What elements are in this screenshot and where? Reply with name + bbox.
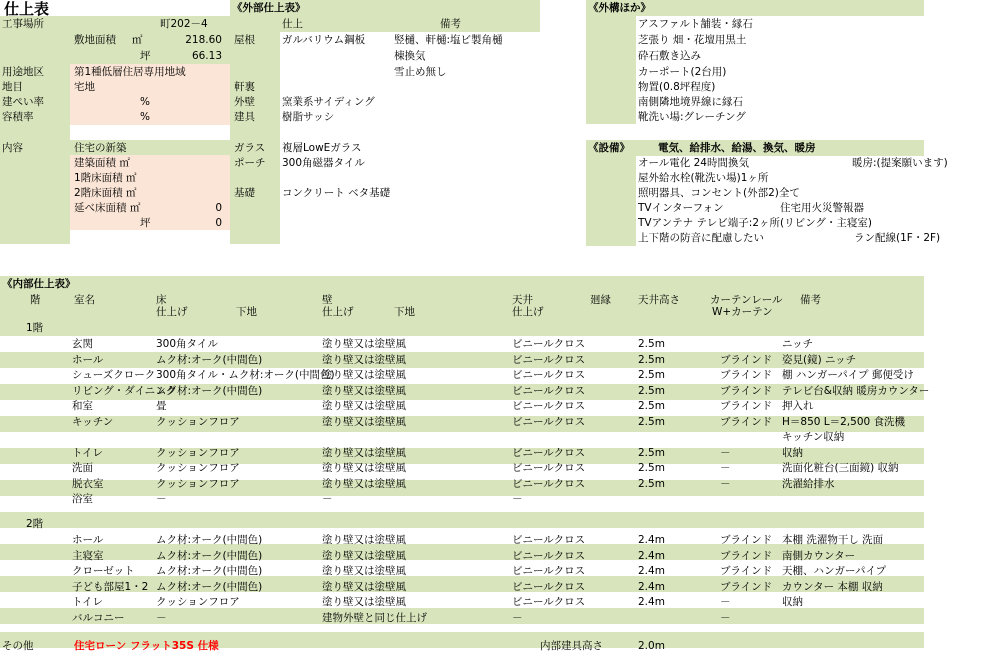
floor-finish: ムク材:オーク(中間色) bbox=[156, 565, 263, 577]
unit-tsubo: 坪 bbox=[140, 50, 151, 62]
room-note: 本棚 洗濯物干し 洗面 bbox=[782, 534, 884, 546]
room-name: トイレ bbox=[72, 446, 103, 459]
ceiling-finish: ビニールクロス bbox=[512, 549, 586, 562]
room-note: テレビ台&収納 暖房カウンター bbox=[782, 384, 930, 397]
loan-note: 住宅ローン フラット35S 仕様 bbox=[74, 640, 219, 652]
wall-finish: 塗り壁又は塗壁風 bbox=[322, 580, 406, 593]
wall-finish: 塗り壁又は塗壁風 bbox=[322, 400, 406, 412]
room-name: 洗面 bbox=[72, 462, 93, 474]
col-wall: 壁 bbox=[322, 294, 333, 306]
room-note: 収納 bbox=[782, 596, 803, 608]
exterior-part: 建具 bbox=[234, 111, 255, 123]
exterior-note: 雪止め無し bbox=[394, 66, 447, 78]
room-name: 脱衣室 bbox=[72, 477, 104, 490]
subcol-wall-finish: 仕上げ bbox=[322, 306, 354, 318]
subcol-floor-finish: 仕上げ bbox=[156, 306, 188, 318]
curtain-rail: ブラインド bbox=[720, 565, 773, 577]
curtain-rail: ブラインド bbox=[720, 384, 773, 397]
floor-finish: クッションフロア bbox=[156, 477, 240, 490]
total-floor-value: 0 bbox=[215, 202, 222, 214]
room-name: ホール bbox=[72, 534, 104, 546]
outdoor-item: 物置(0.8坪程度) bbox=[638, 81, 716, 93]
ceiling-finish: ビニールクロス bbox=[512, 596, 586, 608]
wall-finish: 塗り壁又は塗壁風 bbox=[322, 353, 406, 366]
room-note: 棚 ハンガーパイプ 郵便受け bbox=[782, 369, 914, 381]
curtain-rail: ブラインド bbox=[720, 580, 773, 593]
zone-value: 第1種低層住居専用地域 bbox=[74, 66, 186, 78]
room-name: 浴室 bbox=[72, 493, 93, 505]
wall-finish: 塗り壁又は塗壁風 bbox=[322, 596, 406, 608]
curtain-rail: － bbox=[720, 596, 731, 608]
exterior-note: 竪樋、軒樋:塩ビ製角樋 bbox=[394, 34, 503, 46]
exterior-part: ガラス bbox=[234, 142, 266, 154]
interior-header: 《内部仕上表》 bbox=[2, 278, 76, 290]
exterior-part: 屋根 bbox=[234, 34, 255, 46]
exterior-col-note: 備考 bbox=[440, 18, 461, 30]
exterior-part: 軒裏 bbox=[234, 81, 255, 93]
equipment-line: 上下階の防音に配慮したい bbox=[638, 232, 764, 244]
floor-finish: ムク材:オーク(中間色) bbox=[156, 534, 263, 546]
floor-finish: ムク材:オーク(中間色) bbox=[156, 549, 263, 562]
floor2-label: 2階 bbox=[26, 518, 44, 530]
exterior-finish: コンクリート ベタ基礎 bbox=[282, 187, 391, 199]
equipment-line: TVインターフォン bbox=[638, 202, 724, 214]
curtain-rail: － bbox=[720, 446, 731, 459]
room-note: 収納 bbox=[782, 446, 803, 459]
curtain-rail: ブラインド bbox=[720, 549, 773, 562]
wall-finish: － bbox=[322, 493, 333, 505]
ceiling-height: 2.5m bbox=[638, 477, 665, 490]
wall-finish: 塗り壁又は塗壁風 bbox=[322, 549, 406, 562]
ceiling-height: 2.4m bbox=[638, 596, 665, 608]
sheet-title: 仕上表 bbox=[4, 0, 50, 18]
curtain-rail: ブラインド bbox=[720, 353, 773, 366]
curtain-rail: ブラインド bbox=[720, 400, 773, 412]
content-value: 住宅の新築 bbox=[74, 142, 127, 154]
floor-finish: ムク材:オーク(中間色) bbox=[156, 353, 263, 366]
label-far: 容積率 bbox=[2, 111, 34, 123]
room-note: 南側カウンター bbox=[782, 549, 856, 562]
equipment-note: 住宅用火災警報器 bbox=[780, 202, 864, 214]
ceiling-finish: ビニールクロス bbox=[512, 462, 586, 474]
exterior-finish: 300角磁器タイル bbox=[282, 157, 365, 169]
ceiling-height: 2.5m bbox=[638, 462, 665, 474]
exterior-col-finish: 仕上 bbox=[282, 18, 303, 30]
floor-finish: ムク材:オーク(中間色) bbox=[156, 580, 263, 593]
label-category: 地目 bbox=[2, 81, 23, 93]
col-note: 備考 bbox=[800, 294, 821, 306]
floor-finish: 畳 bbox=[156, 400, 167, 412]
room-name bbox=[72, 429, 154, 445]
room-name: 和室 bbox=[72, 400, 93, 412]
col-room: 室名 bbox=[74, 294, 95, 306]
ceiling-height: 2.4m bbox=[638, 580, 665, 593]
curtain-rail: ブラインド bbox=[720, 534, 773, 546]
ceiling-finish: ビニールクロス bbox=[512, 580, 586, 593]
ceiling-finish: ビニールクロス bbox=[512, 446, 586, 459]
floor-finish: クッションフロア bbox=[156, 446, 240, 459]
ceiling-height: 2.4m bbox=[638, 534, 665, 546]
label-zone: 用途地区 bbox=[2, 66, 44, 78]
ceiling-height: 2.5m bbox=[638, 446, 665, 459]
land-area-m2: 218.60 bbox=[185, 34, 222, 46]
exterior-finish: ガルバリウム鋼板 bbox=[282, 34, 366, 46]
door-height-value: 2.0m bbox=[638, 640, 665, 652]
curtain-rail: － bbox=[720, 611, 731, 624]
floor-finish: クッションフロア bbox=[156, 596, 240, 608]
site-label-column bbox=[0, 16, 70, 244]
floor-finish: 300角タイル・ムク材:オーク(中間色) bbox=[156, 369, 335, 381]
ceiling-finish: － bbox=[512, 493, 523, 505]
exterior-part: ポーチ bbox=[234, 157, 266, 169]
exterior-part: 外壁 bbox=[234, 96, 255, 108]
ceiling-finish: ビニールクロス bbox=[512, 415, 586, 428]
col-floor-level: 階 bbox=[30, 294, 41, 306]
outdoor-item: 砕石敷き込み bbox=[638, 50, 701, 62]
ceiling-height: 2.5m bbox=[638, 369, 665, 381]
floor-finish: クッションフロア bbox=[156, 415, 240, 428]
ceiling-height: 2.5m bbox=[638, 353, 665, 366]
equipment-line: オール電化 24時間換気 bbox=[638, 157, 749, 169]
land-area-tsubo: 66.13 bbox=[191, 50, 222, 62]
outdoor-item: 靴洗い場:グレーチング bbox=[638, 111, 746, 123]
wall-finish: 塗り壁又は塗壁風 bbox=[322, 338, 406, 350]
room-name: 玄関 bbox=[72, 338, 93, 350]
far-value: % bbox=[140, 111, 150, 123]
label-land-area: 敷地面積 bbox=[74, 34, 116, 46]
total-tsubo-label: 坪 bbox=[140, 217, 151, 229]
ceiling-height: 2.4m bbox=[638, 549, 665, 562]
ceiling-finish: ビニールクロス bbox=[512, 565, 586, 577]
ceiling-finish: ビニールクロス bbox=[512, 338, 586, 350]
total-floor-label: 延べ床面積 ㎡ bbox=[74, 202, 141, 214]
curtain-rail: － bbox=[720, 477, 731, 490]
wall-finish: 塗り壁又は塗壁風 bbox=[322, 415, 406, 428]
room-name: ホール bbox=[72, 353, 104, 366]
col-ceiling: 天井 bbox=[512, 294, 533, 306]
col-baseboard: 廻縁 bbox=[590, 294, 611, 306]
footer-label: その他 bbox=[2, 640, 34, 652]
curtain-rail: ブラインド bbox=[720, 415, 773, 428]
outdoor-item: 芝張り 畑・花壇用黒土 bbox=[638, 34, 747, 46]
outdoor-item: カーポート(2台用) bbox=[638, 66, 727, 78]
total-tsubo-value: 0 bbox=[215, 217, 222, 229]
equipment-line: TVアンテナ テレビ端子:2ヶ所(リビング・主寝室) bbox=[638, 217, 873, 229]
col-ceiling-height: 天井高さ bbox=[638, 294, 680, 306]
floor-finish: 300角タイル bbox=[156, 338, 218, 350]
wall-finish: 塗り壁又は塗壁風 bbox=[322, 446, 406, 459]
equipment-subheader: 電気、給排水、給湯、換気、暖房 bbox=[658, 142, 816, 154]
ceiling-finish: ビニールクロス bbox=[512, 369, 586, 381]
room-name: クローゼット bbox=[72, 565, 135, 577]
category-value: 宅地 bbox=[74, 81, 95, 93]
floor-finish: － bbox=[156, 493, 167, 505]
room-name: トイレ bbox=[72, 596, 103, 608]
label-site: 工事場所 bbox=[2, 18, 44, 30]
floor2-area-label: 2階床面積 ㎡ bbox=[74, 187, 137, 199]
room-name: シューズクローク bbox=[72, 369, 156, 381]
ceiling-finish: ビニールクロス bbox=[512, 384, 586, 397]
room-note: 姿見(鏡) ニッチ bbox=[782, 353, 857, 366]
room-note: 押入れ bbox=[782, 400, 814, 412]
ceiling-finish: ビニールクロス bbox=[512, 353, 586, 366]
wall-finish: 塗り壁又は塗壁風 bbox=[322, 477, 406, 490]
floor-finish: クッションフロア bbox=[156, 462, 240, 474]
wall-finish: 塗り壁又は塗壁風 bbox=[322, 565, 406, 577]
door-height-label: 内部建具高さ bbox=[540, 640, 603, 652]
equipment-line: 照明器具、コンセント(外部2)全て bbox=[638, 187, 800, 199]
site-address: 町202－4 bbox=[160, 18, 208, 30]
building-area-label: 建築面積 ㎡ bbox=[74, 157, 130, 169]
equipment-line: 屋外給水栓(靴洗い場)1ヶ所 bbox=[638, 172, 769, 184]
room-name: リビング・ダイニング bbox=[72, 384, 176, 397]
ceiling-finish: ビニールクロス bbox=[512, 534, 586, 546]
ceiling-finish: ビニールクロス bbox=[512, 400, 586, 412]
equipment-note: ラン配線(1F・2F) bbox=[854, 232, 941, 244]
exterior-part: 基礎 bbox=[234, 187, 255, 199]
wall-finish: 塗り壁又は塗壁風 bbox=[322, 462, 406, 474]
exterior-header: 《外部仕上表》 bbox=[232, 2, 306, 14]
floor-finish bbox=[156, 429, 320, 445]
curtain-rail: ブラインド bbox=[720, 369, 773, 381]
wall-finish: 建物外壁と同じ仕上げ bbox=[322, 611, 427, 624]
floor1-label: 1階 bbox=[26, 322, 44, 334]
room-note: 洗濯給排水 bbox=[782, 477, 835, 490]
subcol-curtain: W+カーテン bbox=[712, 306, 773, 318]
room-name: 子ども部屋1・2 bbox=[72, 580, 149, 593]
coverage-value: % bbox=[140, 96, 150, 108]
exterior-finish: 複層LowEガラス bbox=[282, 142, 362, 154]
col-floor: 床 bbox=[156, 294, 167, 306]
label-coverage: 建ぺい率 bbox=[2, 96, 44, 108]
exterior-note: 棟換気 bbox=[394, 50, 426, 62]
wall-finish: 塗り壁又は塗壁風 bbox=[322, 534, 406, 546]
room-name: バルコニー bbox=[72, 611, 125, 624]
ceiling-height: 2.4m bbox=[638, 565, 665, 577]
room-note: 洗面化粧台(三面鏡) 収納 bbox=[782, 462, 899, 474]
outdoor-item: 南側隣地境界線に縁石 bbox=[638, 96, 743, 108]
ceiling-height: 2.5m bbox=[638, 384, 665, 397]
ceiling-finish: － bbox=[512, 611, 523, 624]
subcol-ceiling-finish: 仕上げ bbox=[512, 306, 544, 318]
wall-finish: 塗り壁又は塗壁風 bbox=[322, 384, 406, 397]
subcol-floor-base: 下地 bbox=[236, 306, 257, 318]
room-note: 天棚、ハンガーパイプ bbox=[782, 565, 887, 577]
wall-finish: 塗り壁又は塗壁風 bbox=[322, 369, 406, 381]
exterior-finish: 樹脂サッシ bbox=[282, 111, 335, 123]
floor-finish: － bbox=[156, 611, 167, 624]
ceiling-height: 2.5m bbox=[638, 415, 665, 428]
room-note: カウンター 本棚 収納 bbox=[782, 580, 883, 593]
equipment-note: 暖房:(提案願います) bbox=[852, 157, 948, 169]
equipment-header: 《設備》 bbox=[588, 142, 630, 154]
room-name: キッチン bbox=[72, 415, 114, 428]
floor1-area-label: 1階床面積 ㎡ bbox=[74, 172, 137, 184]
outdoor-item: アスファルト舗装・縁石 bbox=[638, 18, 753, 30]
room-note: H＝850 L＝2,500 食洗機 bbox=[782, 415, 906, 428]
room-note: キッチン収納 bbox=[782, 431, 845, 443]
subcol-wall-base: 下地 bbox=[394, 306, 415, 318]
floor-finish: ムク材:オーク(中間色) bbox=[156, 384, 263, 397]
ceiling-height: 2.5m bbox=[638, 338, 665, 350]
room-name: 主寝室 bbox=[72, 549, 104, 562]
ceiling-height: 2.5m bbox=[638, 400, 665, 412]
unit-m2: ㎡ bbox=[132, 34, 143, 46]
curtain-rail: － bbox=[720, 462, 731, 474]
room-note: ニッチ bbox=[782, 338, 814, 350]
exterior-finish: 窯業系サイディング bbox=[282, 96, 375, 108]
label-content: 内容 bbox=[2, 142, 23, 154]
col-curtain: カーテンレール bbox=[710, 294, 783, 306]
ceiling-finish: ビニールクロス bbox=[512, 477, 586, 490]
outdoor-header: 《外構ほか》 bbox=[588, 2, 651, 14]
